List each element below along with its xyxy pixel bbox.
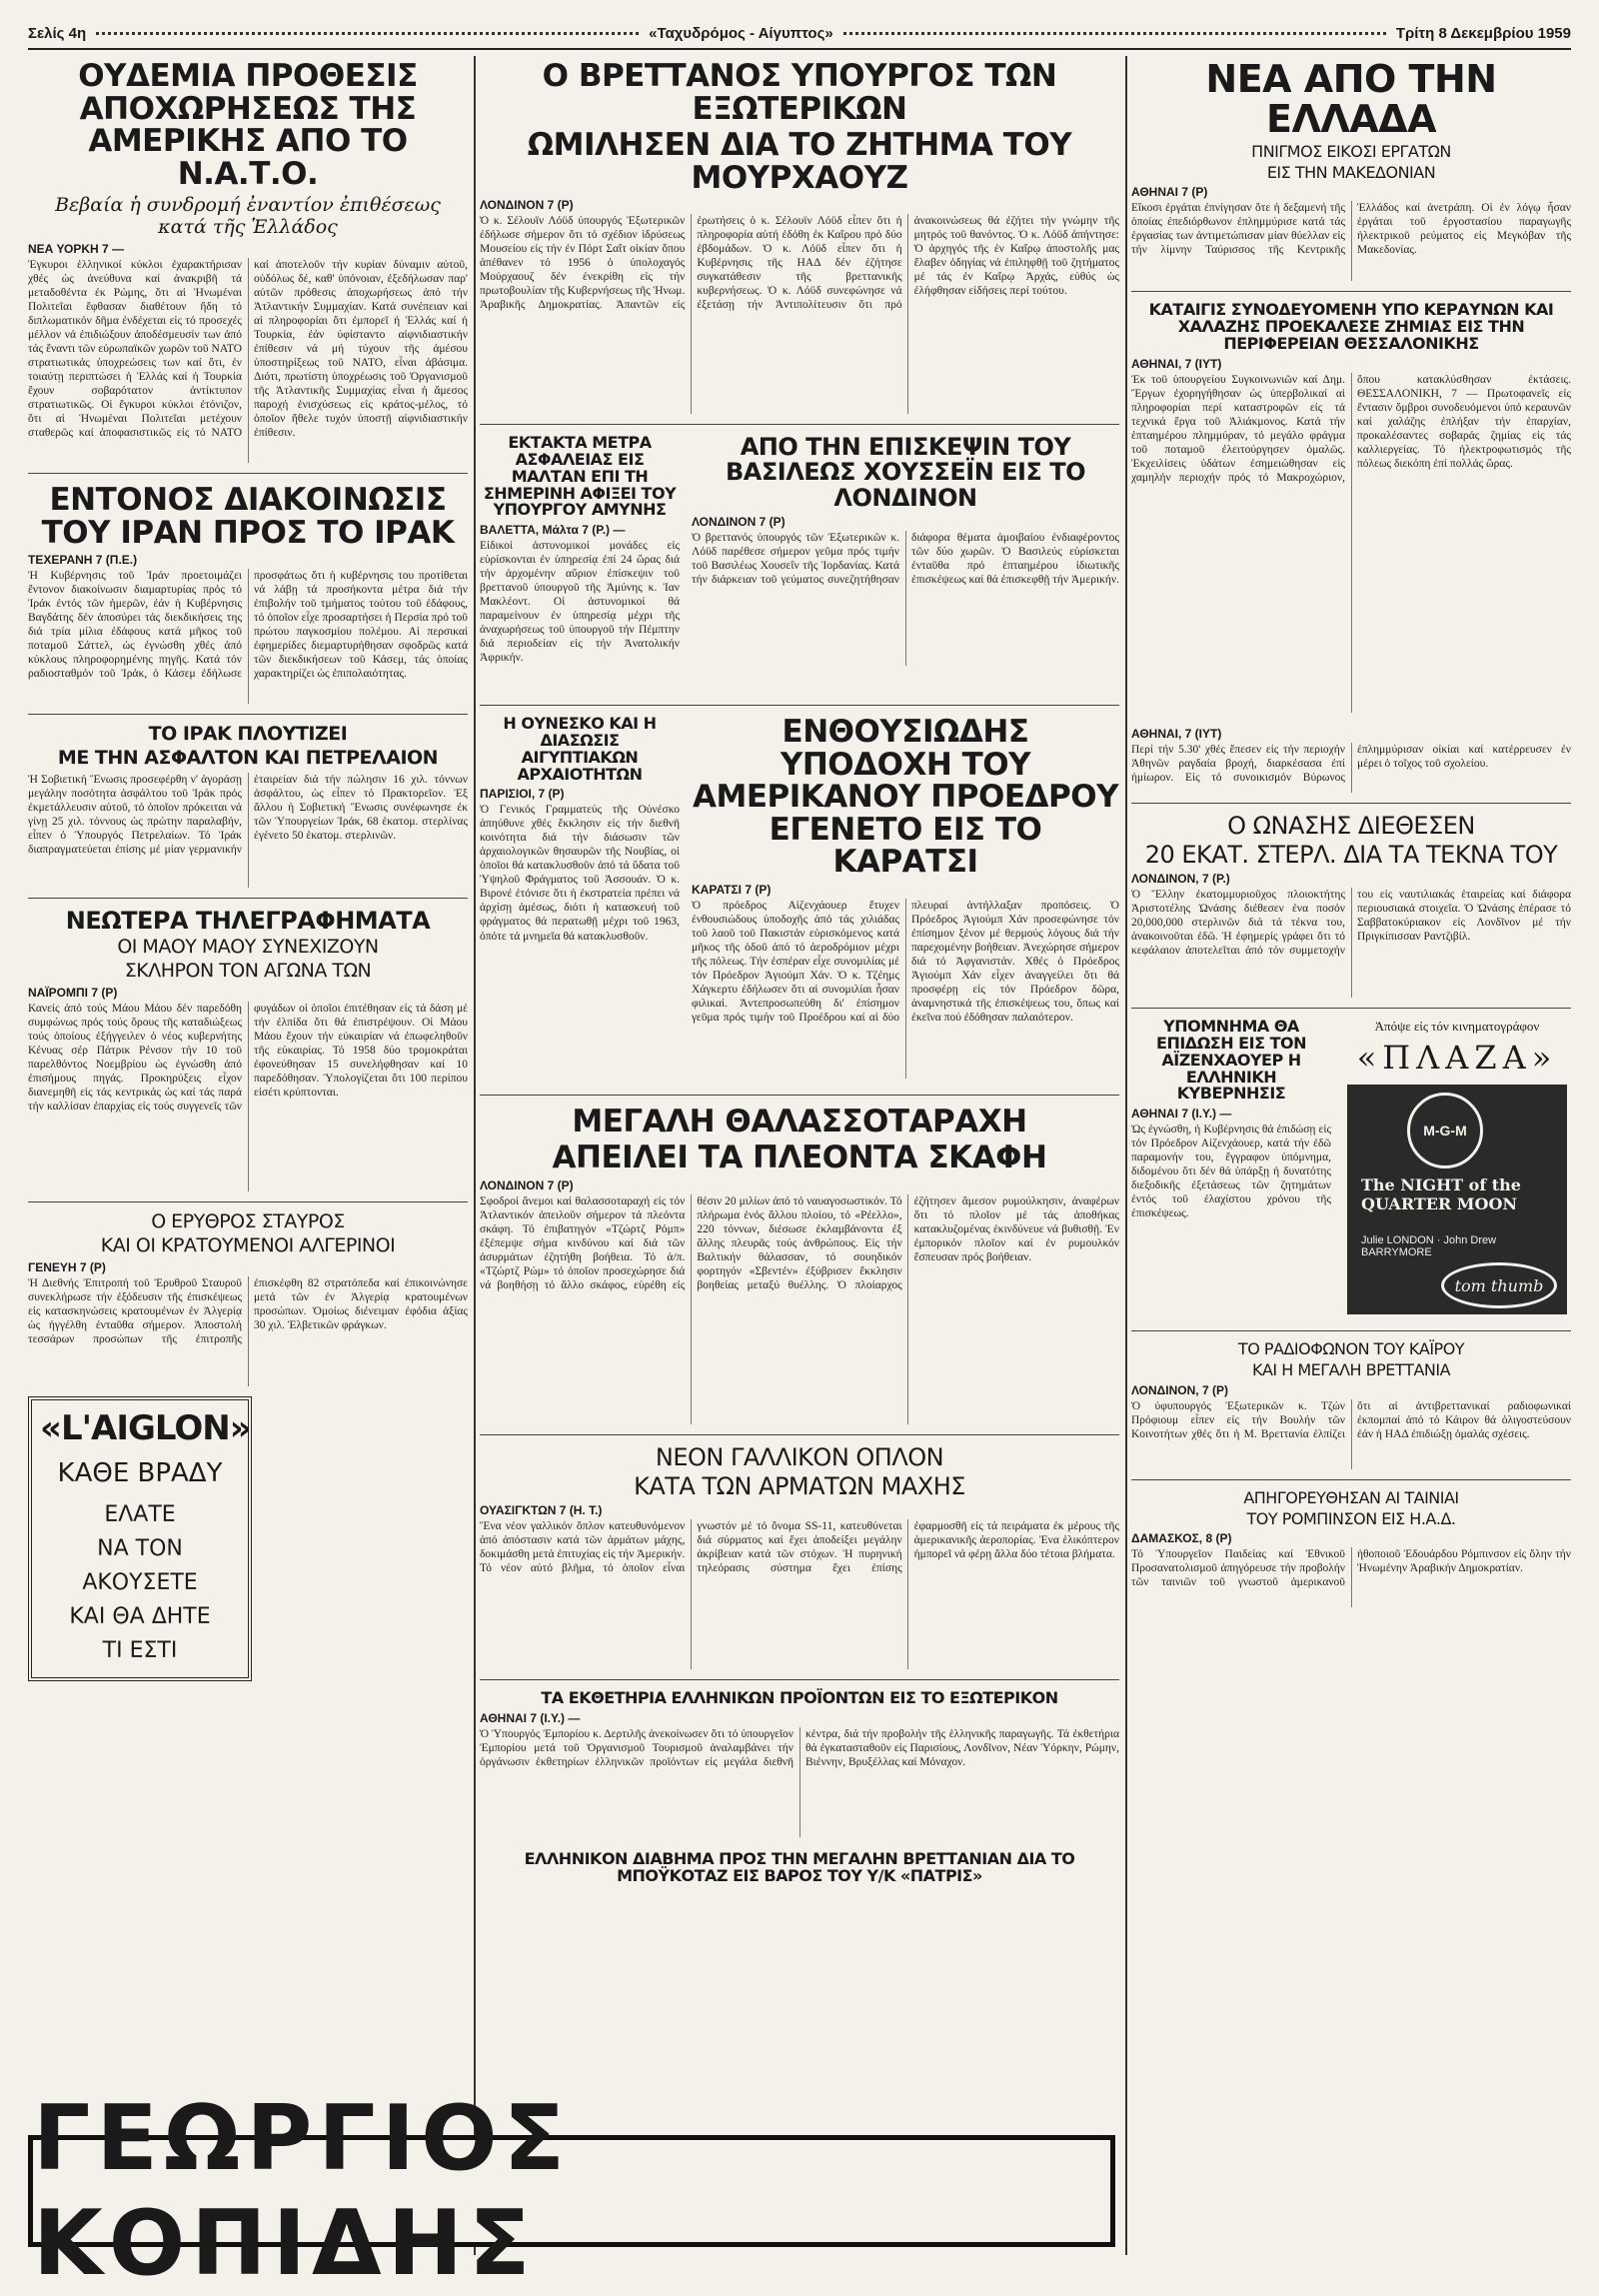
article-body: Ἐγκυροι ἑλληνικοί κύκλοι ἐχαρακτήρισαν χθές ὡς ἀνεύθυνα καί ἀνακριβῆ τά μεταδοθέντα ἐκ Ρώμης, ὅτι αἱ Ἡνωμέναι Πολιτεῖαι ἔφθασαν διαθέτουν ἤδη τό διπλωματικόν δῆμα ἐνδέχεται εἰς τό προσεχές μέλλον νά ἐπιδιώξουν ἀποδέσμευσίν των ἀπό τάς ἔναντι τῶν εὐρωπαϊκῶν χωρῶν τοῦ ΝΑΤΟ στρατιωτικάς ὑποχρεώσεις των καί ὅτι, ἐν τοιαύτῃ περιπτώσει ἡ Ἑλλάς καί ἡ Τουρκία ἔχουν σοβαρότατον ἀντίκτυπον στρατιωτικῶς. Οἱ ἔγκυροι κύκλοι ἐτόνιζον, ὅτι αἱ Ἡνωμέναι Πολιτεῖαι μετέχουν σταθερῶς καί ἀποφασιστικῶς εἰς τό ΝΑΤΟ καί ἀποτελοῦν τήν κυρίαν δύναμιν αὐτοῦ, οὐδόλως δέ, καθ' ὑπόνοιαν, ἐξεδήλωσαν παρ' αὐτῶν πρόθεσις ἀποχωρήσεως ἀπό τήν Ἀτλαντικήν Συμμαχίαν. Κατά συνέπειαν καί αἱ πληροφορίαι ὅτι ἐμπορεῖ ἡ Ἑλλάς καί ἡ Τουρκία, ἐάν ὑφίσταντο αἰφνιδιαστικήν ἐπίθεσιν νά μή τύχουν τῆς ἀμέσου ὑποστηρίξεως τοῦ ΝΑΤΟ, εἶναι ἀβάσιμα. Διότι, πρωτίστη ὑποχρέωσις τοῦ Ὀργανισμοῦ τῆς Ἀτλαντικῆς Συμμαχίας εἶναι ἡ ἄμεσος παροχή ἐνισχύσεως εἰς κράτος-μέλος, τό ὁποῖον ἤθελε τυχόν ὑποστῇ αἰφνιδιαστικήν ἐπίθεσιν. [28, 259, 468, 440]
studio-logo: M-G-M [1407, 1093, 1483, 1168]
movie-cast: Julie LONDON · John Drew BARRYMORE [1361, 1234, 1497, 1259]
newspaper-page [28, 18, 1571, 2296]
article-storms [1131, 298, 1571, 712]
article-robinson [1131, 1486, 1571, 1608]
article-iran [28, 480, 468, 704]
article-nato [28, 56, 468, 463]
headline: ΑΠΕΙΛΕΙ ΤΑ ΠΛΕΟΝΤΑ ΣΚΑΦΗ [552, 1140, 1047, 1176]
headline: ΚΑΙ Η ΜΕΓΑΛΗ ΒΡΕΤΤΑΝΙΑ [1251, 1359, 1451, 1379]
article-body: Ὁ πρόεδρος Αἰζενχάουερ ἔτυχεν ἐνθουσιώδους ὑποδοχῆς ἀπό τάς χιλιάδας τοῦ λαοῦ τοῦ Πακιστάν εὑρισκόμενος κατά μῆκος τῆς ὁδοῦ ἀπό τό ἀεροδρόμιον μέχρι τῆς πόλεως. Τήν ἐσπέραν εἶχε συνομιλίας μέ τόν Πρόεδρον Ἀγιούμπ Χάν. Ὁ κ. Τζέημς Χάγκερτυ ἐδήλωσεν ὅτι αἱ συνομιλίαι ἦσαν φιλικαί. Ἀντεπροσωπεύθη δι' ἐπίσημον γεῦμα πρός τιμήν τοῦ Προέδρου καί αἱ δύο πλευραί ἀντήλλαξαν προπόσεις. Ὁ Πρόεδρος Ἀγιούμπ Χάν προσεφώνησε τόν ἐπίσημον ξένον μέ θερμούς λόγους διά τήν παρεχομένην βοήθειαν. Ἀνεχώρησε σήμερον διά τό Ἀφγανιστάν. Χθές ὁ Πρόεδρος Ἀγιούμπ Χάν εἶχεν ἀναγγείλει ὅτι θά προσφέρῃ εἰς τόν Πρόεδρον δῶρα, ἀναμνηστικά τῆς ἐπισκέψεως του, ὅπως καί ἐκεῖνα πού ἐδόθησαν παλαιότερον. [692, 899, 1119, 1025]
subhead: ΟΙ ΜΑΟΥ ΜΑΟΥ ΣΥΝΕΧΙΖΟΥΝ [117, 936, 379, 959]
subhead: ΠΝΙΓΜΟΣ ΕΙΚΟΣΙ ΕΡΓΑΤΩΝ [1251, 141, 1451, 161]
dateline: ΟΥΑΣΙΓΚΤΩΝ 7 (Η. Τ.) [480, 1503, 603, 1518]
column-left [28, 56, 468, 2255]
dateline: ΛΟΝΔΙΝΟΝ, 7 (Ρ) [1131, 1382, 1228, 1397]
headline: ΩΜΙΛΗΣΕΝ ΔΙΑ ΤΟ ΖΗΤΗΜΑ ΤΟΥ ΜΟΥΡΧΑΟΥΖ [527, 127, 1072, 196]
article-telegrams [28, 905, 468, 1191]
article-body: Ὁ Ἕλλην ἐκατομμυριοῦχος πλοιοκτήτης Ἀριστοτέλης Ὠνάσης διέθεσεν ἐνα ποσόν 20,000,000 στερλινῶν διά τά τέκνα του, ἀνακοινοῦται ἐδῶ. Ἡ ἐφημερίς γράφει ὅτι τό κεφάλαιον ἀποτελεῖται ἀπό τόν συμμετοχήν του εἰς ναυτιλιακάς ἑταιρείας καί διάφορα περιουσιακά στοιχεῖα. Ὁ Ὠνάσης ἐπέρασε τό Σαββατοκύριακον εἰς Λονδῖνον μέ τήν Πριγκίπισσαν Ραντζιβίλ. [1131, 889, 1571, 958]
article-antiquities [480, 712, 680, 1079]
ad-title: «L'AIGLON» [40, 1408, 251, 1449]
article-exhibitions [480, 1686, 1119, 1837]
article-storm [480, 1102, 1119, 1424]
masthead-rule [843, 32, 1386, 35]
subhead: ΕΙΣ ΤΗΝ ΜΑΚΕΔΟΝΙΑΝ [1266, 162, 1436, 182]
headline: ΚΑΙ ΟΙ ΚΡΑΤΟΥΜΕΝΟΙ ΑΛΓΕΡΙΝΟΙ [100, 1234, 396, 1257]
divider [480, 1434, 1119, 1435]
article-onassis [1131, 810, 1571, 998]
article-body: Περί τήν 5.30' χθές ἔπεσεν εἰς τήν περιοχήν Ἀθηνῶν ραγδαία βροχή, διαρκέσασα ἐπί ἡμίωρον. Εἰς τό συνοικισμόν Βύρωνος ἐπλημμύρισαν οἰκίαι καί κατέρρευσεν ἐν μέρει ὁ τοῖχος τοῦ σχολείου. [1131, 743, 1571, 784]
article-body: Ὁ ὑφυπουργός Ἐξωτερικῶν κ. Τζών Πρόφιουμ εἶπεν εἰς τήν Βουλήν τῶν Κοινοτήτων χθές ὅτι ἡ Μ. Βρεττανία ἐλπίζει ὅτι αἱ ἀντιβρεττανικαί ραδιοφωνικαί ἐκπομπαί ἀπό τό Κάιρον θά ὀλιγοστεύσουν ἐάν ἡ ΗΑΔ ἐπιδιώξῃ ὁμαλάς σχέσεις. [1131, 1399, 1571, 1440]
dateline: ΛΟΝΔΙΝΟΝ 7 (Ρ) [692, 514, 786, 529]
article-body: Ὁ Γενικός Γραμματεύς τῆς Οὐνέσκο ἀπηύθυνε χθές ἔκκλησιν εἰς τήν διεθνῆ κοινότητα διά τήν διάσωσιν τῶν ἀρχαιολογικῶν θησαυρῶν τῆς Νουβίας, οἱ ὁποῖοι θά κατακλυσθοῦν ἀπό τά ὕδατα τοῦ Ὑψηλοῦ Φράγματος τοῦ Ἀσσουάν. Ὁ κ. Βιρονέ ἐτόνισε ὅτι ἡ ἐκστρατεία πρέπει νά ἀρχίσῃ ἀμέσως, διότι ἡ κατασκευή τοῦ φράγματος θά περατωθῇ μέχρι τοῦ 1963, ὁπότε τά μνημεῖα θά κατακλυσθοῦν. [480, 804, 680, 943]
dateline: ΑΘΗΝΑΙ 7 (Ι.Υ.) — [1131, 1107, 1232, 1122]
dateline: ΑΘΗΝΑΙ 7 (Ι.Υ.) — [480, 1711, 581, 1726]
headline: ΕΛΛΗΝΙΚΟΝ ΔΙΑΒΗΜΑ ΠΡΟΣ ΤΗΝ ΜΕΓΑΛΗΝ ΒΡΕΤΤΑΝΙΑΝ ΔΙΑ ΤΟ ΜΠΟΫΚΟΤΑΖ ΕΙΣ ΒΑΡΟΣ ΤΟΥ Υ/Κ «ΠΑΤΡΙΣ» [524, 1849, 1075, 1885]
headline: ΑΠΟ ΤΗΝ ΕΠΙΣΚΕΨΙΝ ΤΟΥ ΒΑΣΙΛΕΩΣ ΧΟΥΣΣΕΪΝ ΕΙΣ ΤΟ ΛΟΝΔΙΝΟΝ [726, 433, 1085, 512]
article-greece [1131, 56, 1571, 281]
headline: ΑΠΗΓΟΡΕΥΘΗΣΑΝ ΑΙ ΤΑΙΝΙΑΙ [1243, 1487, 1459, 1507]
ad-cta-line: ΚΑΙ ΘΑ ΔΗΤΕ [69, 1604, 211, 1630]
divider [28, 473, 468, 474]
divider [480, 424, 1119, 425]
issue-date: Τρίτη 8 Δεκεμβρίου 1959 [1395, 24, 1571, 42]
headline: ΜΕ ΤΗΝ ΑΣΦΑΛΤΟΝ ΚΑΙ ΠΕΤΡΕΛΑΙΟΝ [57, 747, 439, 770]
headline: Ο ΕΡΥΘΡΟΣ ΣΤΑΥΡΟΣ [151, 1210, 345, 1233]
column-rule [1125, 56, 1127, 2255]
ad-cta-line: ΕΛΑΤΕ [104, 1502, 176, 1528]
divider [28, 1201, 468, 1202]
column-right [1131, 56, 1571, 2255]
article-body: Ἕνα νέον γαλλικόν ὅπλον κατευθυνόμενον ἀπό ἀπόστασιν κατά τῶν ἁρμάτων μάχης, δοκιμάσθη μετά ἐπιτυχίας εἰς τήν Ἀμερικήν. Τό νέον αὐτό βλῆμα, τό ὁποῖον εἶναι γνωστόν μέ τό ὄνομα SS-11, κατευθύνεται διά σύρματος καί ἔχει ἀποδείξει μεγάλην ἀκρίβειαν κατά τῶν στόχων. Ἡ πυρηνική τηλεόρασις σύστημα ἔχει ἐπίσης ἐφαρμοσθῆ εἰς τά πειράματα ἐκ μέρους τῆς ἀμερικανικῆς ἀεροπορίας. Ἐνα ἑλικόπτερον ἠμπορεῖ νά φέρῃ ἄλλα δύο τέτοια βλήματα. [480, 1520, 1119, 1575]
article-body: Εἰδικοί ἀστυνομικοί μονάδες εἰς εὑρίσκονται ἐν ὑπηρεσίᾳ ἐπί 24 ὥρας διά τήν ἀρχομένην αὔριον ἐπίσκεψιν τοῦ βρεττανοῦ ὑπουργοῦ τῆς Ἀμύνης κ. Ἰαν Μακλέοντ. Οἱ ἀστυνομικοί θά παραμείνουν ἐν ὑπηρεσίᾳ μέχρι τῆς ἀναχωρήσεως τοῦ ὑπουργοῦ τήν Πέμπτην διά περιοδείαν εἰς τήν Ἀνατολικήν Ἀφρικήν. [480, 540, 680, 665]
article-body: Ἐκ τοῦ ὑπουργείου Συγκοινωνιῶν καί Δημ. Ἔργων ἐχορηγήθησαν ὡς ὑπερβολικαί αἱ πληροφορίαι περί καταστροφῶν εἰς τά τεχνικά ἔργα τοῦ Ἀλιάκμονος. Κατά τήν ἑπταημέρου πλημμύραν, τό μεγάλο φράγμα τοῦ ποταμοῦ ἐλειτούργησεν ὁμαλῶς. Ἐκχειλίσεις ὑδάτων ἐσημειώθησαν εἰς χαμηλήν περιοχήν πρός τό Μακροχώριον, ὅπου κατακλύσθησαν ἐκτάσεις. ΘΕΣΣΑΛΟΝΙΚΗ, 7 — Πρωτοφανεῖς εἰς ἔντασιν ὄμβροι συνοδευόμενοι ὑπό κεραυνῶν καί χαλάζης ἐπλήξαν τήν ἐπαρχίαν, προκαλέσαντες σοβαράς ζημίας εἰς τάς καλλιεργείας. Τό ἠλεκτροφωτισμός τῆς πόλεως διεκόπη ἐπί πολλάς ὥρας. [1131, 373, 1571, 484]
headline: ΥΠΟΜΝΗΜΑ ΘΑ ΕΠΙΔΩΣΗ ΕΙΣ ΤΟΝ ΑΪΖΕΝΧΑΟΥΕΡ Η ΕΛΛΗΝΙΚΗ ΚΥΒΕΡΝΗΣΙΣ [1156, 1017, 1306, 1104]
article-body: Κανείς ἀπό τούς Μάου Μάου δέν παρεδόθη συμφώνως πρός τούς ὅρους τῆς καταδιώξεως τούς ὁποίους ἐξήγγειλεν ὁ νέος κυβερνήτης Κένυας σέρ Πάτρικ Ρένσον τήν 10 τοῦ παρελθόντος Νοεμβρίου ὡς ἐγνώσθη ἀπό ἐπισήμους πηγάς. Προκηρύξεις εἶχον διανεμηθῆ εἰς τάς κεντρικάς ὡς καί τάς παρά τήν καλλίσαν ἐπαρχίας εἰς τούς συγγενεῖς τῶν φυγάδων οἱ ὁποῖοι ἐπιτέθησαν εἰς τά δάση μέ τήν ἐλπίδα ὅτι θά ἐπιστρέψουν. Οἱ Μάου Μάου ἔχουν τήν εὐκαιρίαν νά ἐπωφεληθοῦν τῆς εὐκαιρίας. Τό 1958 δύο τρομοκράται ἐφονεύθησαν 15 συνελήφθησαν καί 10 παρεδόθησαν. Ὑπολογίζεται ὅτι 100 περίπου εἰσέτι κρύπτονται. [28, 1003, 468, 1114]
divider [1131, 1008, 1571, 1009]
row-memo-plaza [1131, 1015, 1571, 1324]
article-eisenhower [692, 712, 1119, 1079]
dateline: ΤΕΧΕΡΑΝΗ 7 (Π.Ε.) [28, 553, 138, 568]
movie-poster [1347, 1085, 1567, 1314]
headline: ΕΝΘΟΥΣΙΩΔΗΣ ΥΠΟΔΟΧΗ ΤΟΥ ΑΜΕΡΙΚΑΝΟΥ ΠΡΟΕΔΡΟΥ ΕΓΕΝΕΤΟ ΕΙΣ ΤΟ ΚΑΡΑΤΣΙ [692, 714, 1119, 881]
subhead: Βεβαία ἡ συνδρομή ἐναντίον ἐπιθέσεως κατά τῆς Ἑλλάδος [55, 194, 441, 239]
headline: ΝΕΟΝ ΓΑΛΛΙΚΟΝ ΟΠΛΟΝ [655, 1443, 944, 1471]
ad-cta [40, 1498, 240, 1668]
divider [1131, 291, 1571, 292]
divider [1131, 1330, 1571, 1331]
dateline: ΒΑΛΕΤΤΑ, Μάλτα 7 (Ρ.) — [480, 523, 626, 538]
divider [28, 898, 468, 899]
headline: Η ΟΥΝΕΣΚΟ ΚΑΙ Η ΔΙΑΣΩΣΙΣ ΑΙΓΥΠΤΙΑΚΩΝ ΑΡΧΑΙΟΤΗΤΩΝ [503, 714, 657, 784]
second-feature: tom thumb [1441, 1262, 1557, 1308]
headline: ΟΥΔΕΜΙΑ ΠΡΟΘΕΣΙΣ ΑΠΟΧΩΡΗΣΕΩΣ ΤΗΣ ΑΜΕΡΙΚΗΣ ΑΠΟ ΤΟ Ν.Α.Τ.Ο. [78, 58, 418, 192]
article-body: Ὁ Ὑπουργός Ἐμπορίου κ. Δερτιλῆς ἀνεκοίνωσεν ὅτι τό ὑπουργεῖον Ἐμπορίου μετά τοῦ Ὀργανισμοῦ Τουρισμοῦ ἀναλαμβάνει τήν ὀργάνωσιν ἐκθετηρίων ἑλληνικῶν προϊόντων εἰς μεγάλα διεθνῆ κέντρα, διά τήν προβολήν τῆς ἑλληνικῆς παραγωγῆς. Τά ἐκθετήρια θά ἐγκατασταθοῦν εἰς Παρισίους, Λονδῖνον, Νέαν Ὑόρκην, Ρώμην, Βιέννην, Βρυξέλλας καί Μόναχον. [480, 1728, 1119, 1769]
divider [480, 1679, 1119, 1680]
masthead [28, 18, 1571, 50]
dateline: ΝΑΪΡΟΜΠΙ 7 (Ρ) [28, 986, 118, 1001]
headline: Ο ΩΝΑΣΗΣ ΔΙΕΘΕΣΕΝ [1227, 811, 1475, 840]
headline: ΜΕΓΑΛΗ ΘΑΛΑΣΣΟΤΑΡΑΧΗ [572, 1103, 1027, 1140]
ad-cta-line: ΝΑ ΤΟΝ [97, 1536, 183, 1562]
divider [480, 705, 1119, 706]
article-body: Σφοδροί ἄνεμοι καί θαλασσοταραχή εἰς τόν Ἀτλαντικόν ἀπειλοῦν σήμερον τά πλεόντα σκάφη. Τό ἐπιβατηγόν «Τζώρτζ Ρόμπ» ἐξέπεμψε σήμα κινδύνου καί διά τῶν ἀσυρμάτων ἐζητήθη βοήθεια. Τό ἀ/π. «Τζώρτζ Ρώμ» τό ὁποῖον προσεχώρησε διά νά βοηθήσῃ τό ἄλλο σκάφος, εὑρέθη εἰς θέσιν 20 μιλίων ἀπό τό ναυαγοσωστικόν. Τό πλήρωμα ἑνός ἄλλου πλοίου, τό «Ρέελλο», 220 τόννων, διέσωσε ἐκλαμβάνοντα ἐξ ἄλλης πλευρᾶς τούς ἀνθρώπους. Εἰς τήν Βαλτικήν θάλασσαν, τό σουηδικόν φορτηγόν «Σβεντέν» ἐξύβρισεν ἔκκλησιν βοηθείας μεταξύ θυέλλης. Ὁ πλοίαρχος ἐζήτησεν ἄμεσον ρυμούλκησιν, ἀναφέρων ὅτι τό πλοῖον μέ τάς ἀποθήκας κατακλυζομένας ἐκινδύνευε νά βυθισθῇ. Ἐν ἐμπορικόν πλοῖον καί ἐν ρυμουλκόν ἔσπευσαν πρός βοήθειαν. [480, 1195, 1119, 1292]
article-memo [1131, 1015, 1331, 1314]
article-iraq [28, 721, 468, 888]
divider [480, 1095, 1119, 1096]
article-queen [692, 431, 1119, 689]
article-weapon [480, 1441, 1119, 1669]
dateline: ΛΟΝΔΙΝΟΝ 7 (Ρ) [480, 1178, 574, 1192]
headline: ΤΑ ΕΚΘΕΤΗΡΙΑ ΕΛΛΗΝΙΚΩΝ ΠΡΟΪΟΝΤΩΝ ΕΙΣ ΤΟ ΕΞΩΤΕΡΙΚΟΝ [541, 1688, 1058, 1708]
headline: ΚΑΤΑ ΤΩΝ ΑΡΜΑΤΩΝ ΜΑΧΗΣ [634, 1472, 965, 1501]
headline: ΤΟ ΙΡΑΚ ΠΛΟΥΤΙΖΕΙ [148, 723, 348, 746]
article-redcross [28, 1208, 468, 1386]
page-number: Σελίς 4η [28, 24, 87, 42]
dateline: ΓΕΝΕΥΗ 7 (Ρ) [28, 1260, 106, 1275]
column-rule [474, 56, 476, 2255]
headline: ΝΕΑ ΑΠΟ ΤΗΝ ΕΛΛΑΔΑ [1205, 57, 1497, 141]
row-malta-queen [480, 431, 1119, 699]
dateline: ΑΘΗΝΑΙ 7 (Ρ) [1131, 185, 1208, 200]
banner-ad: ΓΕΩΡΓΙΟΣ ΚΟΠΙΔΗΣ [28, 2135, 1115, 2247]
article-radio [1131, 1337, 1571, 1469]
dateline: ΝΕΑ ΥΟΡΚΗ 7 — [28, 242, 125, 257]
article-body: Ὡς ἐγνώσθη, ἡ Κυβέρνησις θά ἐπιδώσῃ εἰς τόν Πρόεδρον Αἰζενχάουερ, κατά τήν ἐδῶ παραμονήν του, ἔγγραφον ὑπόμνημα, διδομένου ὅτι δέν θά ὑπάρξῃ ἡ δυνατότης διεξοδικῆς ἐξετάσεως τῶν ζητημάτων ἐντός τοῦ ἐλαχίστου χρόνου τῆς ἐπισκέψεως. [1131, 1124, 1331, 1220]
dateline: ΚΑΡΑΤΣΙ 7 (Ρ) [692, 882, 772, 897]
headline: ΤΟ ΡΑΔΙΟΦΩΝΟΝ ΤΟΥ ΚΑΪΡΟΥ [1237, 1339, 1465, 1359]
article-body: Τό Ὑπουργεῖον Παιδείας καί Ἐθνικοῦ Προσανατολισμοῦ ἀπηγόρευσε τήν προβολήν τῶν ταινιῶν τοῦ γνωστοῦ ἀμερικανοῦ ἠθοποιοῦ Ἐδουάρδου Ρόμπινσον εἰς ὅλην τήν Ἡνωμένην Ἀραβικήν Δημοκρατίαν. [1131, 1548, 1571, 1589]
article-body: Ὁ βρεττανός ὑπουργός τῶν Ἐξωτερικῶν κ. Λόϋδ παρέθεσε σήμερον γεῦμα πρός τιμήν τοῦ Βασιλέως Χουσεΐν τῆς Ἰορδανίας. Κατά τήν διάρκειαν τοῦ γεύματος συνεζητήθησαν διάφορα θέματα ἀμοιβαίου ἐνδιαφέροντος τῶν δύο χωρῶν. Ὁ Βασιλεύς εὑρίσκεται ἐνταῦθα πρό ἑπταημέρου ἰδιωτικῆς ἐπισκέψεως καί θά ἐπισκεφθῇ τήν Ἀμερικήν. [692, 531, 1119, 586]
ad-plaza [1343, 1015, 1571, 1314]
ad-title: «ΠΛΑΖΑ» [1356, 1039, 1558, 1078]
article-shipping [480, 1847, 1119, 1889]
dateline: ΛΟΝΔΙΝΟΝ, 7 (Ρ.) [1131, 872, 1230, 887]
ad-cta-line: ΑΚΟΥΣΕΤΕ [82, 1570, 198, 1596]
headline: 20 ΕΚΑΤ. ΣΤΕΡΛ. ΔΙΑ ΤΑ ΤΕΚΝΑ ΤΟΥ [1144, 840, 1558, 869]
row-unesco-eisenhower [480, 712, 1119, 1089]
headline: ΕΝΤΟΝΟΣ ΔΙΑΚΟΙΝΩΣΙΣ ΤΟΥ ΙΡΑΝ ΠΡΟΣ ΤΟ ΙΡΑΚ [41, 482, 455, 551]
article-cyprus [480, 56, 1119, 414]
ad-aiglon [28, 1396, 252, 1680]
dateline: ΠΑΡΙΣΙΟΙ, 7 (Ρ) [480, 787, 565, 802]
article-body: Ἡ Κυβέρνησις τοῦ Ἰράν προετοιμάζει ἔντονον διακοίνωσιν διαμαρτυρίας πρός τό Ἰράκ ἐντός τῶν ἡμερῶν, ἐάν ἡ Κυβέρνησις Βαγδάτης δέν ἀποσύρει τάς διεκδικήσεις της διά τρία μίλια ἐδάφους κατά μῆκος τοῦ ποταμοῦ Σάττελ, ὡς ἐγνώσθη χθές ἀπό κύκλους πληροφορημένης πηγῆς. Κατά τόν ραδιοσταθμόν τοῦ Ἰράκ, ὁ Κάσεμ ἐδήλωσε προσφάτως ὅτι ἡ κυβέρνησις του προτίθεται νά λάβῃ τά προσήκοντα μέτρα διά τήν ἐπιβολήν τοῦ τμήματος τούτου τοῦ ἐδάφους, τό ὁποῖον εἶχε προσαρτήσει ἡ Περσία πρό τοῦ πρώτου παγκοσμίου πολέμου. Αἱ περσικαί ἐφημερίδες διεμαρτυρήθησαν σφοδρῶς κατά τῶν διεκδικήσεων τοῦ Κάσεμ, τάς ὁποίας χαρακτηρίζει ὡς ἐπιπολαιότητας. [28, 570, 468, 681]
divider [1131, 1479, 1571, 1480]
article-body: Ὁ κ. Σέλουϊν Λόϋδ ὑπουργός Ἐξωτερικῶν ἐδήλωσε σήμερον ὅτι τό σχέδιον ἱδρύσεως Μουσείου εἰς τήν ἐν Πόρτ Σαΐτ οἰκίαν ὅπου ἀπέθανεν τό 1956 ὁ ὑπολοχαγός Μούρχαουζ δέν ἐνεκρίθη εἰς τήν πρωτοβουλίαν τῆς Κυβερνήσεως τῆς Ἡνωμ. Ἀραβικῆς Δημοκρατίας. Ἀπαντῶν εἰς ἐρωτήσεις ὁ κ. Σέλουϊν Λόϋδ εἶπεν ὅτι ἡ πληροφορία αὐτή ἐδόθη ἐκ Καΐρου πρό δύο ἑβδομάδων. Ὁ κ. Λόϋδ εἶπεν ὅτι ἡ Κυβέρνησις τῆς ΗΑΔ δέν ἐζήτησε συγκατάθεσιν τῆς βρεττανικῆς κυβερνήσεως. Ὁ κ. Λόϋδ συνεφώνησε νά ἐξετάσῃ τήν Ἀντιπολίτευσιν ὅτι πρό ἀνακοινώσεως θά ἐζήτει τήν γνώμην τῆς μητρός τοῦ θανόντος. Ὁ κ. Λόϋδ ἀπήντησε: Ὁ ἀρχηγός τῆς ἐν Καΐρῳ ἀποστολῆς μας ἔλαβεν ὁδηγίας νά ἐπιληφθῇ τοῦ ζητήματος μέ τάς ἐν Καΐρῳ Ἀρχάς, εὐθύς ὡς ἐλήφθησαν εἰδήσεις περί τούτου. [480, 215, 1119, 312]
dateline: ΛΟΝΔΙΝΟΝ 7 (Ρ) [480, 198, 574, 213]
headline: ΝΕΩΤΕΡΑ ΤΗΛΕΓΡΑΦΗΜΑΤΑ [65, 907, 431, 936]
masthead-rule [96, 32, 639, 35]
movie-title: The NIGHT of the QUARTER MOON [1361, 1175, 1521, 1213]
article-body: Ἡ Διεθνής Ἐπιτροπή τοῦ Ἐρυθροῦ Σταυροῦ συνεκλήρωσε τήν ἐξόδευσιν τῆς ἐπισκέψεως εἰς κατασκηνώσεις κρατουμένων ἐν Ἀλγερίᾳ ὡς ἠγγέλθη ἐνταῦθα σήμερον. Ἀποστολή τεσσάρων προσώπων τῆς ἐπιτροπῆς ἐπισκέφθη 82 στρατόπεδα καί ἐπικοινώνησε μετά τῶν ἐν Ἀλγερίᾳ κρατουμένων προσώπων. Ὁμοίως διένειμαν ἐφόδια ἀξίας 30 χιλ. Ἑλβετικῶν φράγκων. [28, 1277, 468, 1346]
ad-line: ΚΑΘΕ ΒΡΑΔΥ [57, 1458, 223, 1489]
dateline: ΑΘΗΝΑΙ, 7 (ΙΥΤ) [1131, 356, 1222, 371]
article-body: Ἡ Σοβιετική Ἕνωσις προσεφέρθη ν' ἀγοράσῃ μεγάλην ποσότητα ἀσφάλτου τοῦ Ἰράκ πρός ἐκμετάλλευσιν αὐτοῦ, τό ὁποῖον πρόκειται νά γίνῃ 25 χιλ. τόννους ὡς πρώτην παραλαβήν, εἶπεν ὁ Ὑπουργός Πετρελαίων. Τό Ἰράκ διαπραγματεύεται ἐπίσης μέ μίαν γερμανικήν ἑταιρείαν διά τήν πώλησιν 16 χιλ. τόννων ἀσφάλτου, ὡς εἶπεν τό Πρακτορεῖον. Ἐξ ἄλλου ἡ Σοβιετική Ἕνωσις συνέφωνησε ἐκ τῶν Ὑπουργείων Ἰράκ, 68 ἑκατομ. στερλίνας ἐγένετο 50 ἑκατομ. στερλινῶν. [28, 774, 468, 857]
divider [28, 714, 468, 715]
subhead: ΣΚΛΗΡΟΝ ΤΟΝ ΑΓΩΝΑ ΤΩΝ [124, 960, 372, 983]
dateline: ΔΑΜΑΣΚΟΣ, 8 (Ρ) [1131, 1531, 1232, 1546]
divider [1131, 803, 1571, 804]
headline: ΕΚΤΑΚΤΑ ΜΕΤΡΑ ΑΣΦΑΛΕΙΑΣ ΕΙΣ ΜΑΛΤΑΝ ΕΠΙ ΤΗ ΣΗΜΕΡΙΝΗ ΑΦΙΞΕΙ ΤΟΥ ΥΠΟΥΡΓΟΥ ΑΜΥΝΗΣ [483, 433, 677, 520]
dateline: ΑΘΗΝΑΙ, 7 (ΙΥΤ) [1131, 726, 1222, 741]
article-rain [1131, 723, 1571, 793]
headline: Ο ΒΡΕΤΤΑΝΟΣ ΥΠΟΥΡΓΟΣ ΤΩΝ ΕΞΩΤΕΡΙΚΩΝ [542, 58, 1057, 127]
article-malta [480, 431, 680, 689]
ad-cta-line: ΤΙ ΕΣΤΙ [102, 1638, 178, 1664]
headline: ΤΟΥ ΡΟΜΠΙΝΣΟΝ ΕΙΣ Η.Α.Δ. [1246, 1508, 1456, 1528]
paper-name: «Ταχυδρόμος - Αίγυπτος» [649, 24, 833, 42]
ad-intro: Ἀπόψε εἰς τόν κινηματογράφον [1374, 1019, 1540, 1035]
column-center [480, 56, 1119, 2255]
headline: ΚΑΤΑΙΓΙΣ ΣΥΝΟΔΕΥΟΜΕΝΗ ΥΠΟ ΚΕΡΑΥΝΩΝ ΚΑΙ ΧΑΛΑΖΗΣ ΠΡΟΕΚΑΛΕΣΕ ΖΗΜΙΑΣ ΕΙΣ ΤΗΝ ΠΕΡΙΦΕΡΕΙΑΝ ΘΕΣΣΑΛΟΝΙΚΗΣ [1148, 300, 1554, 353]
article-body: Εἴκοσι ἐργάται ἐπνίγησαν ὅτε ἡ δεξαμενή τῆς ὁποίας ἐπεδιόρθωνον ἐπλημμύρισε κατά τάς ἐργασίας των ἀντιμετώπισαν μίαν θύελλαν εἰς τήν λίμνην Ταύρισσος τῆς Κεντρικῆς Ἑλλάδος καί ἀνετράπη. Οἱ ἐν λόγῳ ἦσαν ἐργάται τοῦ ἐργοστασίου παραγωγῆς ἠλεκτρικοῦ ρεύματος εἰς Μεγκόβαν τῆς Μακεδονίας. [1131, 202, 1571, 257]
